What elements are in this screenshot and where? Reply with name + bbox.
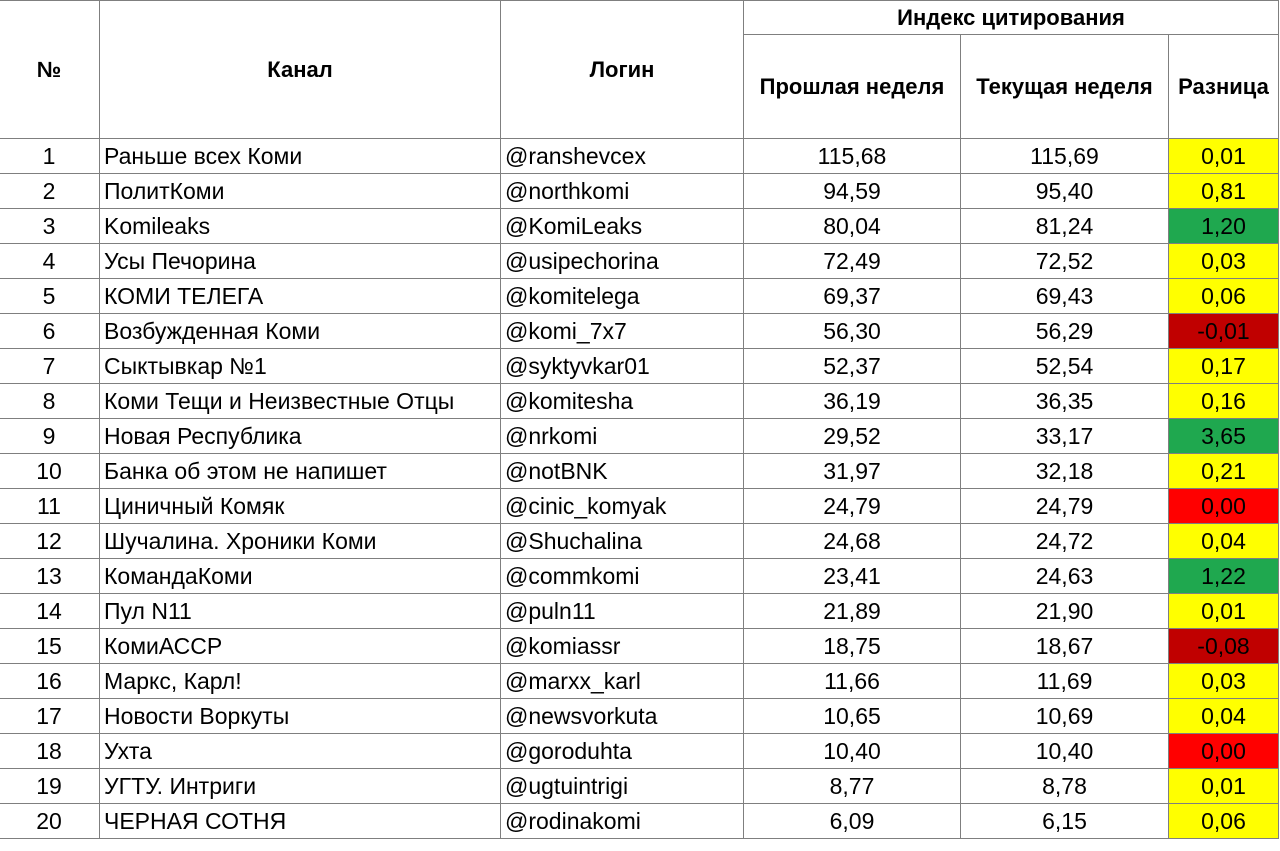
channel-name-cell: Банка об этом не напишет [100, 454, 501, 489]
diff-cell: 3,65 [1169, 419, 1279, 454]
diff-cell: -0,08 [1169, 629, 1279, 664]
curr-week-cell: 72,52 [961, 244, 1169, 279]
diff-cell: 0,03 [1169, 664, 1279, 699]
table-row [0, 629, 1279, 664]
login-cell: @newsvorkuta [501, 699, 744, 734]
channel-name-cell: Сыктывкар №1 [100, 349, 501, 384]
login-cell: @goroduhta [501, 734, 744, 769]
diff-cell: 0,06 [1169, 804, 1279, 839]
channel-name-cell: Ухта [100, 734, 501, 769]
channel-name-cell: Пул N11 [100, 594, 501, 629]
row-number-cell: 18 [0, 734, 100, 769]
row-number-cell: 15 [0, 629, 100, 664]
channel-name-cell: Раньше всех Коми [100, 139, 501, 174]
prev-week-cell: 6,09 [744, 804, 961, 839]
prev-week-cell: 72,49 [744, 244, 961, 279]
channel-name-cell: Komileaks [100, 209, 501, 244]
curr-week-cell: 21,90 [961, 594, 1169, 629]
channel-name-cell: КомиАССР [100, 629, 501, 664]
table-row [0, 524, 1279, 559]
login-cell: @ranshevcex [501, 139, 744, 174]
prev-week-cell: 69,37 [744, 279, 961, 314]
diff-cell: 0,01 [1169, 594, 1279, 629]
row-number-cell: 2 [0, 174, 100, 209]
channel-name-cell: ПолитКоми [100, 174, 501, 209]
prev-week-cell: 31,97 [744, 454, 961, 489]
diff-cell: 0,16 [1169, 384, 1279, 419]
channel-name-cell: Усы Печорина [100, 244, 501, 279]
table-row [0, 139, 1279, 174]
table-row [0, 279, 1279, 314]
prev-week-cell: 10,65 [744, 699, 961, 734]
curr-week-cell: 69,43 [961, 279, 1169, 314]
header-diff: Разница [1169, 35, 1279, 139]
diff-cell: 0,03 [1169, 244, 1279, 279]
table-row [0, 209, 1279, 244]
row-number-cell: 9 [0, 419, 100, 454]
row-number-cell: 17 [0, 699, 100, 734]
row-number-cell: 5 [0, 279, 100, 314]
channel-name-cell: Маркс, Карл! [100, 664, 501, 699]
channel-name-cell: Новая Республика [100, 419, 501, 454]
channel-name-cell: Новости Воркуты [100, 699, 501, 734]
prev-week-cell: 52,37 [744, 349, 961, 384]
table-row [0, 734, 1279, 769]
login-cell: @komi_7x7 [501, 314, 744, 349]
prev-week-cell: 23,41 [744, 559, 961, 594]
login-cell: @komitelega [501, 279, 744, 314]
curr-week-cell: 8,78 [961, 769, 1169, 804]
login-cell: @commkomi [501, 559, 744, 594]
table-row [0, 384, 1279, 419]
channel-name-cell: Возбужденная Коми [100, 314, 501, 349]
login-cell: @ugtuintrigi [501, 769, 744, 804]
diff-cell: -0,01 [1169, 314, 1279, 349]
header-index-group: Индекс цитирования [744, 1, 1279, 35]
curr-week-cell: 56,29 [961, 314, 1169, 349]
curr-week-cell: 81,24 [961, 209, 1169, 244]
diff-cell: 0,00 [1169, 489, 1279, 524]
channel-name-cell: УГТУ. Интриги [100, 769, 501, 804]
curr-week-cell: 33,17 [961, 419, 1169, 454]
row-number-cell: 10 [0, 454, 100, 489]
diff-cell: 0,00 [1169, 734, 1279, 769]
row-number-cell: 12 [0, 524, 100, 559]
prev-week-cell: 24,79 [744, 489, 961, 524]
prev-week-cell: 11,66 [744, 664, 961, 699]
curr-week-cell: 6,15 [961, 804, 1169, 839]
row-number-cell: 19 [0, 769, 100, 804]
row-number-cell: 3 [0, 209, 100, 244]
login-cell: @Shuchalina [501, 524, 744, 559]
row-number-cell: 20 [0, 804, 100, 839]
diff-cell: 0,81 [1169, 174, 1279, 209]
table-row [0, 699, 1279, 734]
table-row [0, 314, 1279, 349]
prev-week-cell: 29,52 [744, 419, 961, 454]
prev-week-cell: 56,30 [744, 314, 961, 349]
login-cell: @syktyvkar01 [501, 349, 744, 384]
diff-cell: 0,04 [1169, 524, 1279, 559]
curr-week-cell: 24,63 [961, 559, 1169, 594]
diff-cell: 0,17 [1169, 349, 1279, 384]
curr-week-cell: 52,54 [961, 349, 1169, 384]
header-channel: Канал [100, 1, 501, 139]
curr-week-cell: 115,69 [961, 139, 1169, 174]
curr-week-cell: 95,40 [961, 174, 1169, 209]
table-row [0, 244, 1279, 279]
table-row [0, 769, 1279, 804]
diff-cell: 0,01 [1169, 139, 1279, 174]
channel-name-cell: КОМИ ТЕЛЕГА [100, 279, 501, 314]
login-cell: @cinic_komyak [501, 489, 744, 524]
curr-week-cell: 36,35 [961, 384, 1169, 419]
curr-week-cell: 24,72 [961, 524, 1169, 559]
prev-week-cell: 80,04 [744, 209, 961, 244]
diff-cell: 0,04 [1169, 699, 1279, 734]
table-row [0, 349, 1279, 384]
channel-name-cell: Коми Тещи и Неизвестные Отцы [100, 384, 501, 419]
login-cell: @komiassr [501, 629, 744, 664]
curr-week-cell: 11,69 [961, 664, 1169, 699]
table-row [0, 594, 1279, 629]
row-number-cell: 4 [0, 244, 100, 279]
row-number-cell: 14 [0, 594, 100, 629]
row-number-cell: 13 [0, 559, 100, 594]
channel-name-cell: Циничный Комяк [100, 489, 501, 524]
header-prev-week: Прошлая неделя [744, 35, 961, 139]
login-cell: @nrkomi [501, 419, 744, 454]
header-curr-week: Текущая неделя [961, 35, 1169, 139]
table-row [0, 804, 1279, 839]
table-row [0, 454, 1279, 489]
header-login: Логин [501, 1, 744, 139]
row-number-cell: 8 [0, 384, 100, 419]
row-number-cell: 7 [0, 349, 100, 384]
curr-week-cell: 24,79 [961, 489, 1169, 524]
curr-week-cell: 18,67 [961, 629, 1169, 664]
prev-week-cell: 36,19 [744, 384, 961, 419]
login-cell: @marxx_karl [501, 664, 744, 699]
login-cell: @northkomi [501, 174, 744, 209]
curr-week-cell: 32,18 [961, 454, 1169, 489]
login-cell: @rodinakomi [501, 804, 744, 839]
login-cell: @komitesha [501, 384, 744, 419]
table-row [0, 489, 1279, 524]
table-body [0, 139, 1279, 839]
table-row [0, 559, 1279, 594]
channel-name-cell: КомандаКоми [100, 559, 501, 594]
prev-week-cell: 10,40 [744, 734, 961, 769]
prev-week-cell: 21,89 [744, 594, 961, 629]
row-number-cell: 6 [0, 314, 100, 349]
diff-cell: 1,22 [1169, 559, 1279, 594]
prev-week-cell: 8,77 [744, 769, 961, 804]
table-row [0, 174, 1279, 209]
curr-week-cell: 10,40 [961, 734, 1169, 769]
curr-week-cell: 10,69 [961, 699, 1169, 734]
channel-name-cell: Шучалина. Хроники Коми [100, 524, 501, 559]
prev-week-cell: 94,59 [744, 174, 961, 209]
login-cell: @KomiLeaks [501, 209, 744, 244]
table-row [0, 419, 1279, 454]
channel-name-cell: ЧЕРНАЯ СОТНЯ [100, 804, 501, 839]
table-row [0, 664, 1279, 699]
row-number-cell: 11 [0, 489, 100, 524]
prev-week-cell: 115,68 [744, 139, 961, 174]
diff-cell: 0,01 [1169, 769, 1279, 804]
login-cell: @usipechorina [501, 244, 744, 279]
diff-cell: 0,06 [1169, 279, 1279, 314]
prev-week-cell: 24,68 [744, 524, 961, 559]
login-cell: @notBNK [501, 454, 744, 489]
diff-cell: 1,20 [1169, 209, 1279, 244]
prev-week-cell: 18,75 [744, 629, 961, 664]
row-number-cell: 16 [0, 664, 100, 699]
login-cell: @puln11 [501, 594, 744, 629]
row-number-cell: 1 [0, 139, 100, 174]
diff-cell: 0,21 [1169, 454, 1279, 489]
header-num: № [0, 1, 100, 139]
